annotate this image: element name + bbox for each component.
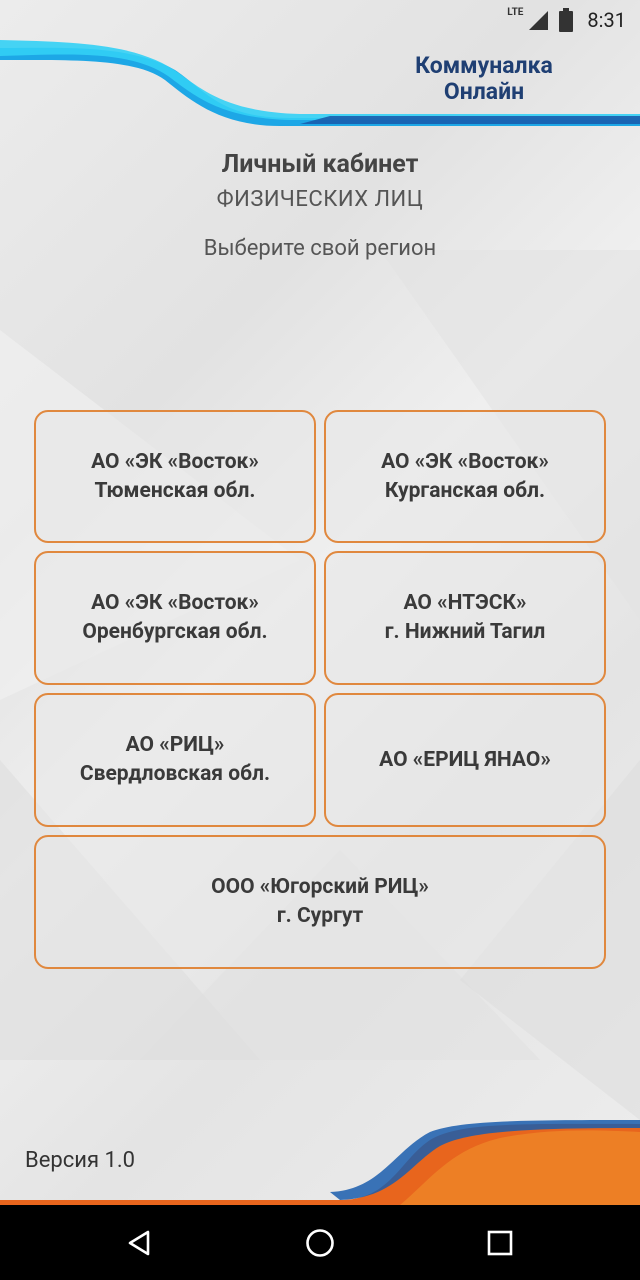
app-title — [390, 53, 578, 105]
region-button-yugorsky-ric-surgut[interactable] — [34, 835, 606, 969]
home-button[interactable] — [280, 1205, 360, 1280]
region-name: АО «ЭК «Восток» — [381, 449, 549, 474]
region-area: Свердловская обл. — [79, 762, 271, 786]
battery-icon — [559, 8, 573, 32]
region-area: Оренбургская обл. — [82, 620, 268, 644]
status-bar — [0, 0, 640, 40]
region-area: г. Сургут — [276, 904, 364, 928]
signal-icon — [527, 9, 549, 31]
region-button-ek-vostok-orenburg[interactable] — [34, 551, 316, 685]
region-name: АО «ЕРИЦ ЯНАО» — [379, 747, 551, 772]
region-button-ntesk-nizhny-tagil[interactable] — [324, 551, 606, 685]
region-name: АО «НТЭСК» — [403, 591, 527, 615]
region-prompt: Выберите свой регион — [203, 236, 437, 261]
home-icon — [305, 1228, 335, 1258]
back-button[interactable] — [100, 1205, 180, 1280]
region-name: АО «ЭК «Восток» — [91, 591, 259, 615]
back-icon — [126, 1229, 154, 1257]
region-name: АО «ЭК «Восток» — [91, 449, 259, 474]
region-button-ek-vostok-kurgan[interactable] — [324, 410, 606, 543]
network-type: LTE — [507, 6, 524, 18]
page-subtitle: ФИЗИЧЕСКИХ ЛИЦ — [216, 187, 424, 212]
app-title-line2: Онлайн — [443, 78, 525, 105]
recents-button[interactable] — [460, 1205, 540, 1280]
region-area: г. Нижний Тагил — [384, 620, 546, 644]
navigation-bar — [0, 1205, 640, 1280]
page-title: Личный кабинет — [221, 150, 419, 179]
region-button-ek-vostok-tyumen[interactable] — [34, 410, 316, 543]
recents-icon — [486, 1229, 514, 1257]
region-area: Курганская обл. — [384, 478, 546, 503]
app-title-line1: Коммуналка — [415, 52, 553, 79]
clock: 8:31 — [587, 8, 626, 32]
region-name: АО «РИЦ» — [125, 733, 225, 757]
version-label: Версия 1.0 — [25, 1148, 135, 1173]
region-name: ООО «Югорский РИЦ» — [211, 875, 429, 899]
region-area: Тюменская обл. — [94, 478, 256, 503]
region-button-ric-sverdlovsk[interactable] — [34, 693, 316, 827]
region-button-eric-yanao[interactable] — [324, 693, 606, 827]
